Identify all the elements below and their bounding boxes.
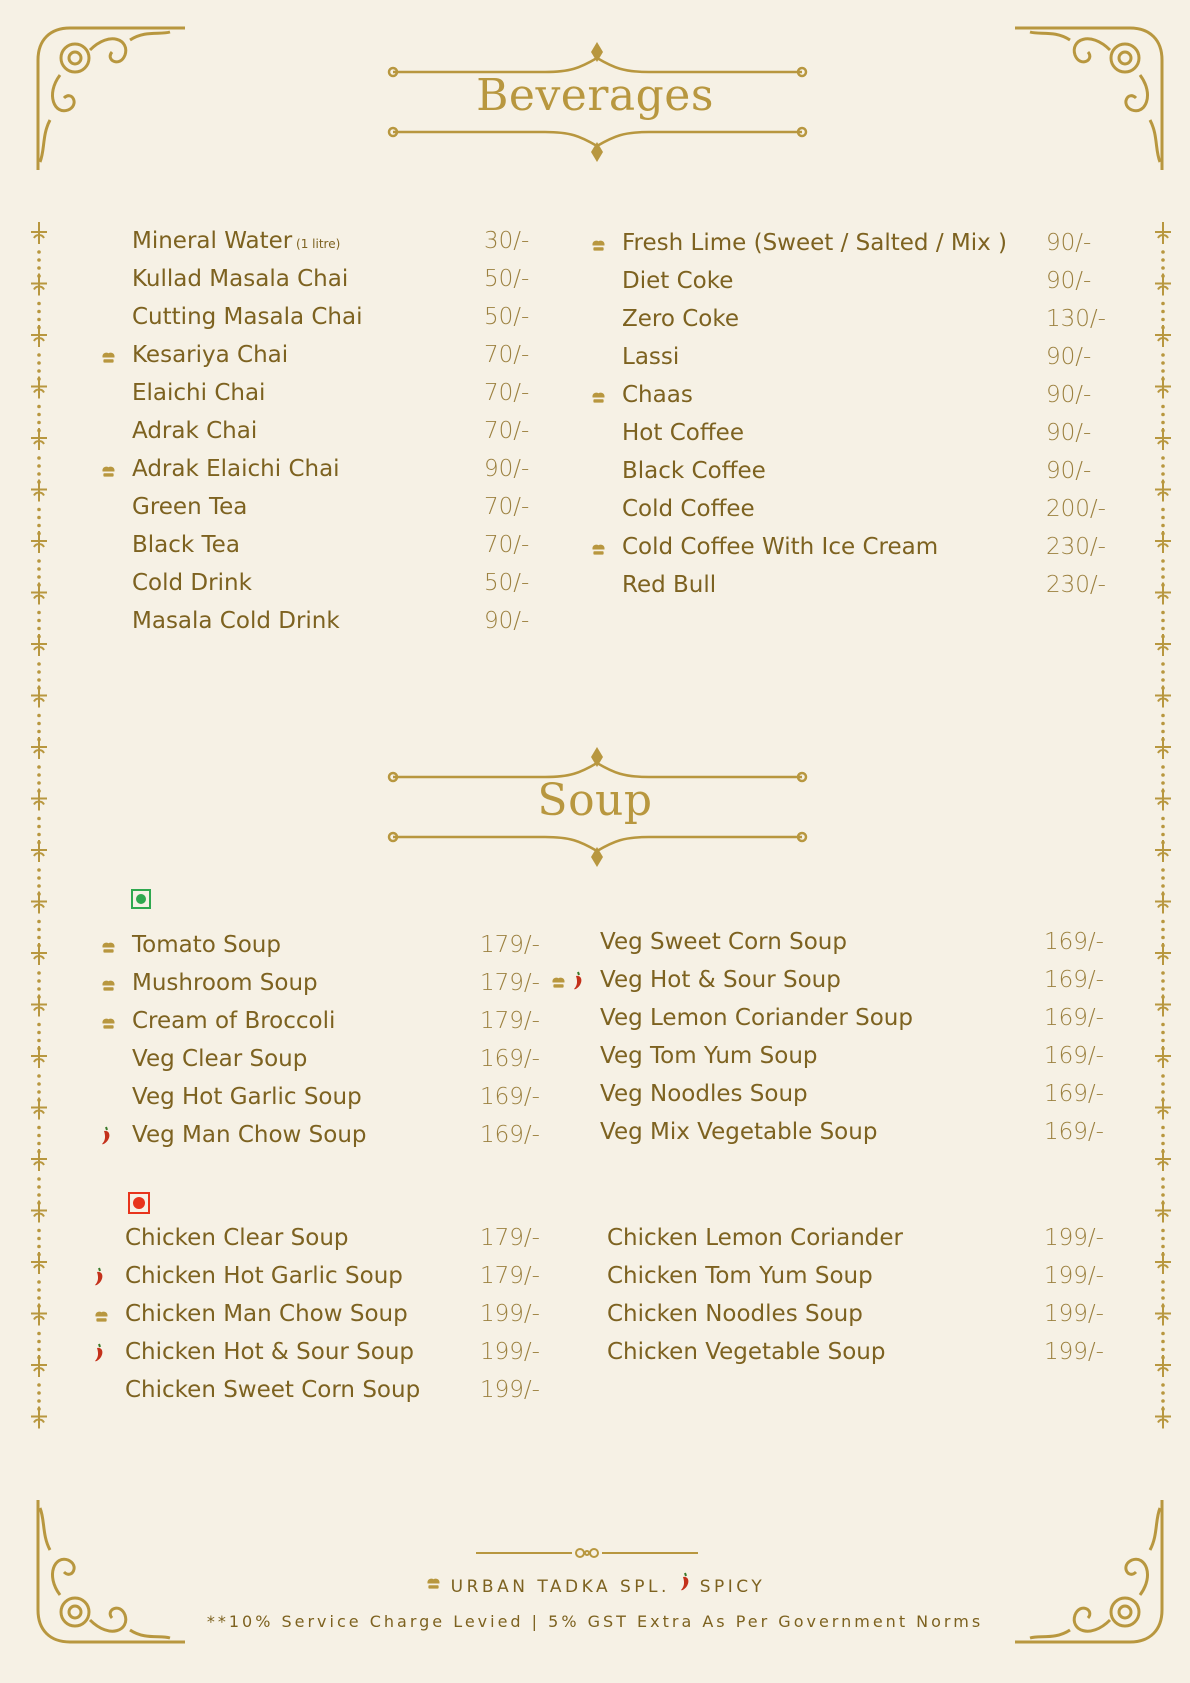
footer-note: **10% Service Charge Levied | 5% GST Extra As Per Government Norms [206,1612,984,1631]
item-price: 199/- [480,1377,540,1403]
chili-icon [93,1343,105,1369]
item-name: Chaas [622,382,693,408]
item-price: 179/- [480,932,540,958]
chili-icon [572,971,584,997]
item-name: Zero Coke [622,306,740,332]
item-name: Black Tea [132,532,240,558]
item-name: Chicken Hot Garlic Soup [125,1263,403,1289]
menu-item [607,1301,1117,1337]
item-price: 90/- [1046,268,1092,294]
item-price: 169/- [480,1084,540,1110]
crown-icon [100,936,117,962]
menu-item [622,534,1122,570]
menu-item [132,532,552,568]
crown-icon [590,538,607,564]
item-price: 130/- [1046,306,1106,332]
item-price: 199/- [1044,1301,1104,1327]
soup-title: Soup [537,775,653,826]
item-price: 90/- [484,456,530,482]
item-name: Elaichi Chai [132,380,266,406]
menu-item [600,1119,1120,1155]
item-price: 199/- [1044,1263,1104,1289]
item-price: 50/- [484,304,530,330]
item-price: 179/- [480,970,540,996]
item-name: Veg Lemon Coriander Soup [600,1005,913,1031]
item-note: (1 litre) [292,237,341,251]
item-price: 70/- [484,342,530,368]
menu-item [600,929,1120,965]
item-name: Cold Coffee [622,496,755,522]
item-price: 90/- [484,608,530,634]
item-name: Veg Man Chow Soup [132,1122,367,1148]
menu-item [132,570,552,606]
menu-item [132,1046,552,1082]
footer-legend [0,1572,1190,1597]
menu-item [622,268,1122,304]
menu-item [125,1377,545,1413]
item-price: 199/- [480,1339,540,1365]
item-name: Chicken Man Chow Soup [125,1301,408,1327]
menu-item [600,1081,1120,1117]
item-price: 199/- [1044,1225,1104,1251]
crown-icon [100,346,117,372]
item-name: Chicken Noodles Soup [607,1301,863,1327]
item-name: Mineral Water (1 litre) [132,228,341,254]
menu-item [132,228,552,264]
item-price: 179/- [480,1263,540,1289]
menu-item [622,306,1122,342]
item-name: Black Coffee [622,458,766,484]
item-name: Diet Coke [622,268,734,294]
menu-item [132,266,552,302]
footer-divider [472,1546,702,1560]
item-price: 90/- [1046,344,1092,370]
menu-item [607,1263,1117,1299]
item-price: 50/- [484,570,530,596]
menu-item [622,458,1122,494]
item-price: 179/- [480,1225,540,1251]
item-price: 30/- [484,228,530,254]
menu-item [622,572,1122,608]
item-price: 230/- [1046,572,1106,598]
crown-icon [590,386,607,412]
crown-icon [100,974,117,1000]
item-price: 70/- [484,532,530,558]
item-price: 169/- [1044,1081,1104,1107]
legend-spicy-label: SPICY [699,1577,766,1597]
item-name: Chicken Lemon Coriander [607,1225,903,1251]
crown-icon [550,971,567,997]
menu-item [132,1122,552,1158]
item-name: Veg Hot Garlic Soup [132,1084,362,1110]
item-price: 70/- [484,418,530,444]
item-name: Veg Tom Yum Soup [600,1043,818,1069]
crown-icon [100,460,117,486]
item-name: Lassi [622,344,680,370]
menu-item [600,1005,1120,1041]
item-price: 169/- [480,1122,540,1148]
item-price: 50/- [484,266,530,292]
menu-item [132,932,552,968]
menu-item [132,608,552,644]
item-name: Chicken Tom Yum Soup [607,1263,873,1289]
item-price: 230/- [1046,534,1106,560]
veg-marker-icon [131,889,151,909]
item-price: 90/- [1046,420,1092,446]
crown-icon [590,234,607,260]
item-price: 179/- [480,1008,540,1034]
item-name: Chicken Sweet Corn Soup [125,1377,421,1403]
crown-icon [425,1577,442,1597]
item-name: Red Bull [622,572,717,598]
item-name: Green Tea [132,494,248,520]
item-name: Masala Cold Drink [132,608,340,634]
item-name: Tomato Soup [132,932,281,958]
nonveg-marker-icon [128,1192,150,1214]
item-name: Chicken Hot & Sour Soup [125,1339,415,1365]
item-price: 200/- [1046,496,1106,522]
menu-item [132,1084,552,1120]
beverages-title: Beverages [476,70,714,121]
menu-item [622,496,1122,532]
menu-item [132,456,552,492]
item-price: 90/- [1046,382,1092,408]
legend-special-label: URBAN TADKA SPL. [450,1577,670,1597]
item-price: 169/- [480,1046,540,1072]
item-name: Mushroom Soup [132,970,318,996]
item-name: Cream of Broccoli [132,1008,336,1034]
item-name: Veg Noodles Soup [600,1081,808,1107]
item-name: Hot Coffee [622,420,744,446]
chili-icon [679,1577,691,1597]
item-name: Veg Hot & Sour Soup [600,967,841,993]
menu-item [600,1043,1120,1079]
item-name: Adrak Elaichi Chai [132,456,340,482]
item-price: 90/- [1046,458,1092,484]
menu-item [132,304,552,340]
item-name: Chicken Clear Soup [125,1225,349,1251]
item-name: Cold Coffee With Ice Cream [622,534,939,560]
menu-item [132,494,552,530]
item-name: Veg Clear Soup [132,1046,308,1072]
menu-item [125,1301,545,1337]
item-price: 169/- [1044,1043,1104,1069]
menu-item [125,1225,545,1261]
menu-item [622,382,1122,418]
item-name: Cold Drink [132,570,252,596]
item-price: 169/- [1044,967,1104,993]
menu-item [600,967,1120,1003]
menu-item [132,1008,552,1044]
menu-item [622,420,1122,456]
item-name: Kesariya Chai [132,342,289,368]
item-price: 199/- [480,1301,540,1327]
item-name: Fresh Lime (Sweet / Salted / Mix ) [622,230,1008,256]
menu-item [132,342,552,378]
crown-icon [100,1012,117,1038]
item-price: 70/- [484,494,530,520]
crown-icon [93,1305,110,1331]
menu-item [132,970,552,1006]
item-name: Adrak Chai [132,418,258,444]
menu-item [607,1339,1117,1375]
menu-item [132,380,552,416]
menu-item [132,418,552,454]
item-price: 90/- [1046,230,1092,256]
menu-item [607,1225,1117,1261]
item-price: 169/- [1044,1005,1104,1031]
item-price: 169/- [1044,1119,1104,1145]
item-price: 199/- [1044,1339,1104,1365]
menu-item [622,344,1122,380]
menu-item [125,1263,545,1299]
chili-icon [100,1126,112,1152]
item-name: Kullad Masala Chai [132,266,349,292]
chili-icon [93,1267,105,1293]
menu-item [125,1339,545,1375]
item-name: Chicken Vegetable Soup [607,1339,886,1365]
item-price: 70/- [484,380,530,406]
item-price: 169/- [1044,929,1104,955]
item-name: Cutting Masala Chai [132,304,363,330]
item-name: Veg Mix Vegetable Soup [600,1119,878,1145]
menu-item [622,230,1122,266]
item-name: Veg Sweet Corn Soup [600,929,847,955]
